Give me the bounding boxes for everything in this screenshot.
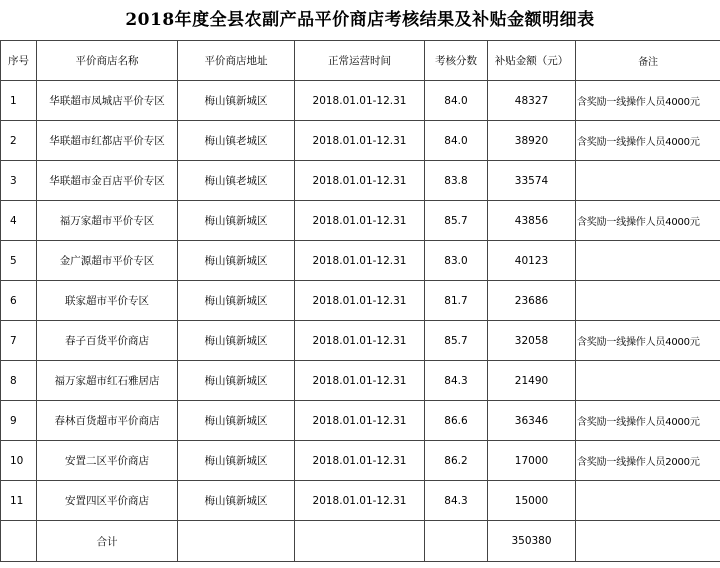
table-row [1,241,720,281]
cell-address: 梅山镇新城区 [178,441,295,481]
cell-score: 85.7 [425,201,488,241]
cell-index: 5 [1,241,37,281]
cell-index: 4 [1,201,37,241]
cell-subsidy: 23686 [488,281,576,321]
cell-subsidy: 43856 [488,201,576,241]
cell-score: 86.6 [425,401,488,441]
cell-store-name: 春林百货超市平价商店 [37,401,178,441]
cell-address: 梅山镇新城区 [178,241,295,281]
cell-index: 8 [1,361,37,401]
cell-store-name: 华联超市金百店平价专区 [37,161,178,201]
table-row [1,441,720,481]
table-body [1,41,720,562]
cell-remark [576,161,720,201]
cell-operating-period: 2018.01.01-12.31 [295,241,425,281]
cell-store-name: 金广源超市平价专区 [37,241,178,281]
cell-score: 83.0 [425,241,488,281]
cell-address: 梅山镇新城区 [178,281,295,321]
cell-operating-period: 2018.01.01-12.31 [295,281,425,321]
cell-operating-period: 2018.01.01-12.31 [295,201,425,241]
header-cell-store-name: 平价商店名称 [37,41,178,81]
cell-remark: 含奖励一线操作人员2000元 [576,441,720,481]
subsidy-table [0,40,720,562]
cell-remark [576,281,720,321]
cell-store-name: 福万家超市平价专区 [37,201,178,241]
table-row [1,81,720,121]
cell-store-name: 安置二区平价商店 [37,441,178,481]
cell-score: 81.7 [425,281,488,321]
header-row [1,41,720,81]
cell-subsidy: 48327 [488,81,576,121]
table-row [1,161,720,201]
cell-store-name: 福万家超市红石雅居店 [37,361,178,401]
cell-index: 9 [1,401,37,441]
cell-operating-period: 2018.01.01-12.31 [295,361,425,401]
cell-remark: 含奖励一线操作人员4000元 [576,121,720,161]
total-amount: 350380 [488,521,576,562]
cell-score: 84.3 [425,361,488,401]
cell-address: 梅山镇新城区 [178,481,295,521]
cell-operating-period: 2018.01.01-12.31 [295,121,425,161]
cell-index: 2 [1,121,37,161]
cell-remark [576,481,720,521]
cell-operating-period: 2018.01.01-12.31 [295,161,425,201]
cell-store-name: 华联超市凤城店平价专区 [37,81,178,121]
table-row [1,121,720,161]
total-empty-cell [295,521,425,562]
cell-operating-period: 2018.01.01-12.31 [295,441,425,481]
total-empty-cell [576,521,720,562]
header-cell-operating-period: 正常运营时间 [295,41,425,81]
cell-remark: 含奖励一线操作人员4000元 [576,81,720,121]
header-cell-index: 序号 [1,41,37,81]
cell-remark: 含奖励一线操作人员4000元 [576,401,720,441]
cell-subsidy: 21490 [488,361,576,401]
table-row [1,401,720,441]
cell-index: 7 [1,321,37,361]
cell-address: 梅山镇新城区 [178,201,295,241]
cell-address: 梅山镇新城区 [178,361,295,401]
total-empty-cell [1,521,37,562]
cell-address: 梅山镇老城区 [178,121,295,161]
total-empty-cell [178,521,295,562]
header-cell-subsidy: 补贴金额（元） [488,41,576,81]
header-cell-address: 平价商店地址 [178,41,295,81]
table-row [1,321,720,361]
cell-store-name: 安置四区平价商店 [37,481,178,521]
cell-operating-period: 2018.01.01-12.31 [295,481,425,521]
header-cell-score: 考核分数 [425,41,488,81]
cell-store-name: 春子百货平价商店 [37,321,178,361]
cell-subsidy: 17000 [488,441,576,481]
cell-store-name: 华联超市红都店平价专区 [37,121,178,161]
table-row [1,201,720,241]
table-row [1,361,720,401]
total-empty-cell [425,521,488,562]
cell-address: 梅山镇新城区 [178,81,295,121]
cell-subsidy: 40123 [488,241,576,281]
cell-store-name: 联家超市平价专区 [37,281,178,321]
cell-operating-period: 2018.01.01-12.31 [295,401,425,441]
cell-score: 84.0 [425,121,488,161]
cell-address: 梅山镇新城区 [178,321,295,361]
header-cell-remark: 备注 [576,41,720,81]
total-label: 合计 [37,521,178,562]
cell-index: 10 [1,441,37,481]
total-row [1,521,720,562]
cell-remark: 含奖励一线操作人员4000元 [576,201,720,241]
table-row [1,281,720,321]
cell-score: 85.7 [425,321,488,361]
cell-index: 11 [1,481,37,521]
cell-remark [576,361,720,401]
cell-subsidy: 32058 [488,321,576,361]
page-title: 2018年度全县农副产品平价商店考核结果及补贴金额明细表 [125,10,595,30]
cell-score: 84.0 [425,81,488,121]
cell-subsidy: 38920 [488,121,576,161]
cell-index: 1 [1,81,37,121]
cell-remark [576,241,720,281]
cell-score: 86.2 [425,441,488,481]
cell-subsidy: 15000 [488,481,576,521]
table-row [1,481,720,521]
cell-subsidy: 36346 [488,401,576,441]
cell-address: 梅山镇老城区 [178,161,295,201]
cell-index: 6 [1,281,37,321]
cell-address: 梅山镇新城区 [178,401,295,441]
cell-operating-period: 2018.01.01-12.31 [295,321,425,361]
cell-remark: 含奖励一线操作人员4000元 [576,321,720,361]
cell-subsidy: 33574 [488,161,576,201]
cell-operating-period: 2018.01.01-12.31 [295,81,425,121]
cell-index: 3 [1,161,37,201]
cell-score: 83.8 [425,161,488,201]
cell-score: 84.3 [425,481,488,521]
